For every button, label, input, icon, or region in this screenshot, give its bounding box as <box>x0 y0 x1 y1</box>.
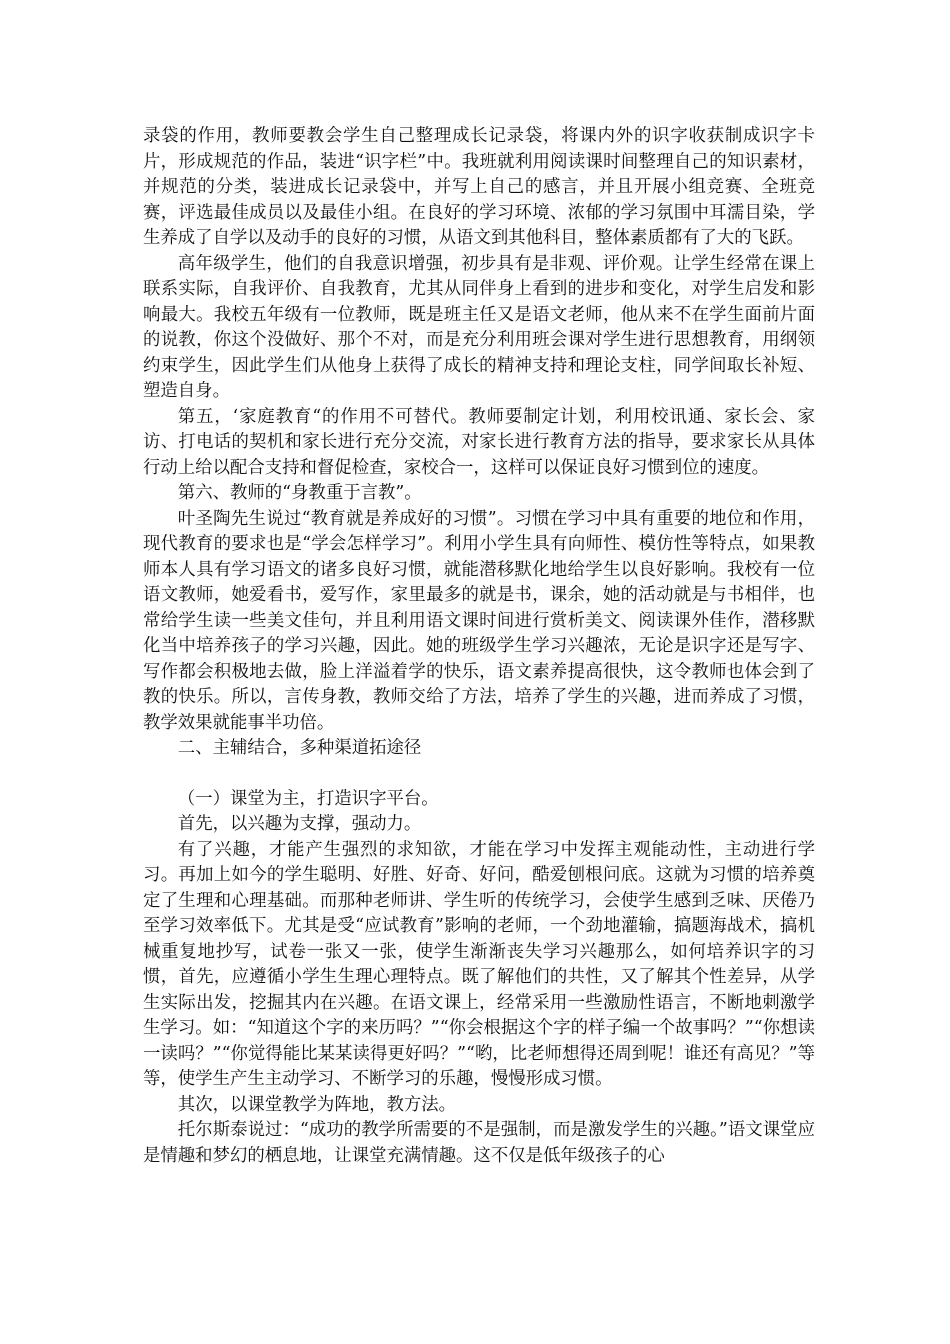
paragraph-8: 其次，以课堂教学为阵地，教方法。 <box>177 1094 457 1115</box>
blank-line <box>143 762 815 787</box>
paragraph-4: 第六、教师的“身教重于言教”。 <box>177 483 422 503</box>
paragraph-7: 有了兴趣，才能产生强烈的求知欲，才能在学习中发挥主观能动性，主动进行学习。再加上如今的学生聪明、好胜、好奇、好问，酷爱刨根问底。这就为习惯的培养奠定了生理和心理基础。而那种老师讲、学生听的传统学习，会使学生感到乏味、厌倦乃至学习效率低下。尤其是受“应试教育”影响的老师，一个劲地灌输，搞题海战术，搞机械重复地抄写，试卷一张又一张，使学生渐渐丧失学习兴趣那么，如何培养识字的习惯，首先，应遵循小学生生理心理特点。既了解他们的共性，又了解其个性差异，从学生实际出发，挖掘其内在兴趣。在语文课上，经常采用一些激励性语言，不断地刺激学生学习。如：“知道这个字的来历吗？”“你会根据这个字的样子编一个故事吗？”“你想读一读吗？”“你觉得能比某某读得更好吗？”“哟，比老师想得还周到呢！谁还有高见？”等等，使学生产生主动学习、不断学习的乐趣，慢慢形成习惯。 <box>143 839 815 1089</box>
paragraph-3: 第五，‘家庭教育“的作用不可替代。教师要制定计划，利用校讯通、家长会、家访、打电话的契机和家长进行充分交流，对家长进行教育方法的指导，要求家长从具体行动上给以配合支持和督促检查，家校合一，这样可以保证良好习惯到位的速度。 <box>143 406 815 478</box>
paragraph-9: 托尔斯泰说过：“成功的教学所需要的不是强制，而是激发学生的兴趣。”语文课堂应是情趣和梦幻的栖息地，让课堂充满情趣。这不仅是低年级孩子的心 <box>143 1120 815 1166</box>
paragraph-1: 录袋的作用，教师要教会学生自己整理成长记录袋，将课内外的识字收获制成识字卡片，形成规范的作品，装进“识字栏”中。我班就利用阅读课时间整理自己的知识素材，并规范的分类，装进成长记录袋中，并写上自己的感言，并且开展小组竞赛、全班竞赛，评选最佳成员以及最佳小组。在良好的学习环境、浓郁的学习氛围中耳濡目染，学生养成了自学以及动手的良好的习惯，从语文到其他科目，整体素质都有了大的飞跃。 <box>143 126 815 248</box>
subsection-heading-1: （一）课堂为主，打造识字平台。 <box>177 788 439 809</box>
paragraph-6: 首先，以兴趣为支撑，强动力。 <box>177 814 422 834</box>
paragraph-2: 高年级学生，他们的自我意识增强，初步具有是非观、评价观。让学生经常在课上联系实际，自我评价、自我教育，尤其从同伴身上看到的进步和变化，对学生启发和影响最大。我校五年级有一位教师，既是班主任又是语文老师，他从来不在学生面前片面的说教，你这个没做好、那个不对，而是充分利用班会课对学生进行思想教育，用纲领约束学生，因此学生们从他身上获得了成长的精神支持和理论支柱，同学间取长补短、塑造自身。 <box>143 253 815 401</box>
section-heading-2: 二、主辅结合，多种渠道拓途径 <box>177 738 422 758</box>
paragraph-5: 叶圣陶先生说过“教育就是养成好的习惯”。习惯在学习中具有重要的地位和作用，现代教育的要求也是“学会怎样学习”。利用小学生具有向师性、模仿性等特点，如果教师本人具有学习语文的诸多良好习惯，就能潜移默化地给学生以良好影响。我校有一位语文教师，她爱看书，爱写作，家里最多的就是书，课余，她的活动就是与书相伴，也常给学生读一些美文佳句，并且利用语文课时间进行赏析美文、阅读课外佳作，潜移默化当中培养孩子的学习兴趣，因此。她的班级学生学习兴趣浓，无论是识字还是写字、写作都会积极地去做，脸上洋溢着学的快乐，语文素养提高很快，这令教师也体会到了教的快乐。所以，言传身教，教师交给了方法，培养了学生的兴趣，进而养成了习惯，教学效果就能事半功倍。 <box>143 508 815 733</box>
document-page <box>143 124 815 1169</box>
